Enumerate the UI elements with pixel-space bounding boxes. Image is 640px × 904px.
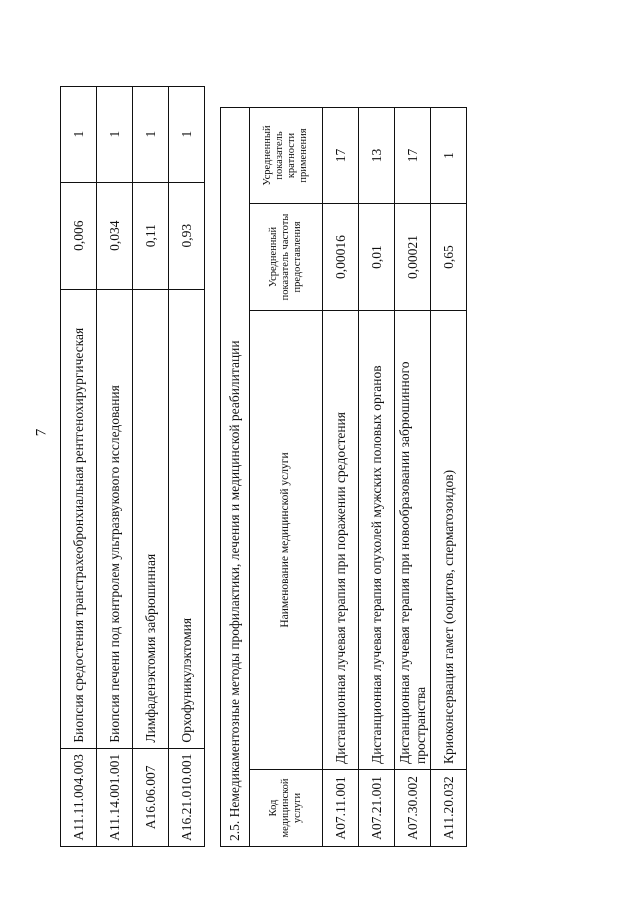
service-name: Дистанционная лучевая терапия опухолей мужских половых органов [359, 311, 395, 770]
header-multiplicity: Усредненный показатель кратности применения [250, 108, 323, 204]
multiplicity-value: 1 [61, 86, 97, 182]
multiplicity-value: 17 [395, 108, 431, 204]
table-row [61, 86, 97, 846]
service-code: A07.30.002 [395, 770, 431, 847]
multiplicity-value: 17 [323, 108, 359, 204]
rotated-content [60, 47, 460, 847]
frequency-value: 0,00016 [323, 204, 359, 311]
service-code: A11.11.004.003 [61, 748, 97, 846]
service-code: A11.14.001.001 [97, 748, 133, 846]
service-name: Лимфаденэктомия забрюшинная [133, 289, 169, 748]
multiplicity-value: 1 [431, 108, 467, 204]
frequency-value: 0,006 [61, 182, 97, 289]
service-name: Дистанционная лучевая терапия при новообразовании забрюшинного пространства [395, 311, 431, 770]
table-row [359, 108, 395, 847]
service-code: A11.20.032 [431, 770, 467, 847]
table-row [323, 108, 359, 847]
frequency-value: 0,93 [169, 182, 205, 289]
header-name: Наименование медицинской услуги [250, 311, 323, 770]
frequency-value: 0,65 [431, 204, 467, 311]
table-row [431, 108, 467, 847]
non-drug-methods-table [220, 107, 467, 847]
service-name: Биопсия печени под контролем ультразвукового исследования [97, 289, 133, 748]
multiplicity-value: 1 [133, 86, 169, 182]
header-code: Код медицинской услуги [250, 770, 323, 847]
header-row [250, 108, 323, 847]
section-title-row [221, 108, 250, 847]
procedures-table-continued [60, 86, 205, 847]
service-code: A16.21.010.001 [169, 748, 205, 846]
table-row [97, 86, 133, 846]
service-name: Криоконсервация гамет (ооцитов, сперматозоидов) [431, 311, 467, 770]
header-frequency: Усредненный показатель частоты предоставления [250, 204, 323, 311]
frequency-value: 0,11 [133, 182, 169, 289]
table-row [133, 86, 169, 846]
section-title: 2.5. Немедикаментозные методы профилактики, лечения и медицинской реабилитации [221, 108, 250, 847]
multiplicity-value: 13 [359, 108, 395, 204]
multiplicity-value: 1 [97, 86, 133, 182]
service-name: Биопсия средостения транстрахеобронхиальная рентгенохирургическая [61, 289, 97, 748]
frequency-value: 0,00021 [395, 204, 431, 311]
service-code: A07.11.001 [323, 770, 359, 847]
service-name: Орхофуникулэктомия [169, 289, 205, 748]
frequency-value: 0,01 [359, 204, 395, 311]
page-number: 7 [33, 428, 50, 437]
table-row [395, 108, 431, 847]
service-code: A16.06.007 [133, 748, 169, 846]
service-code: A07.21.001 [359, 770, 395, 847]
frequency-value: 0,034 [97, 182, 133, 289]
multiplicity-value: 1 [169, 86, 205, 182]
table-row [169, 86, 205, 846]
service-name: Дистанционная лучевая терапия при поражении средостения [323, 311, 359, 770]
